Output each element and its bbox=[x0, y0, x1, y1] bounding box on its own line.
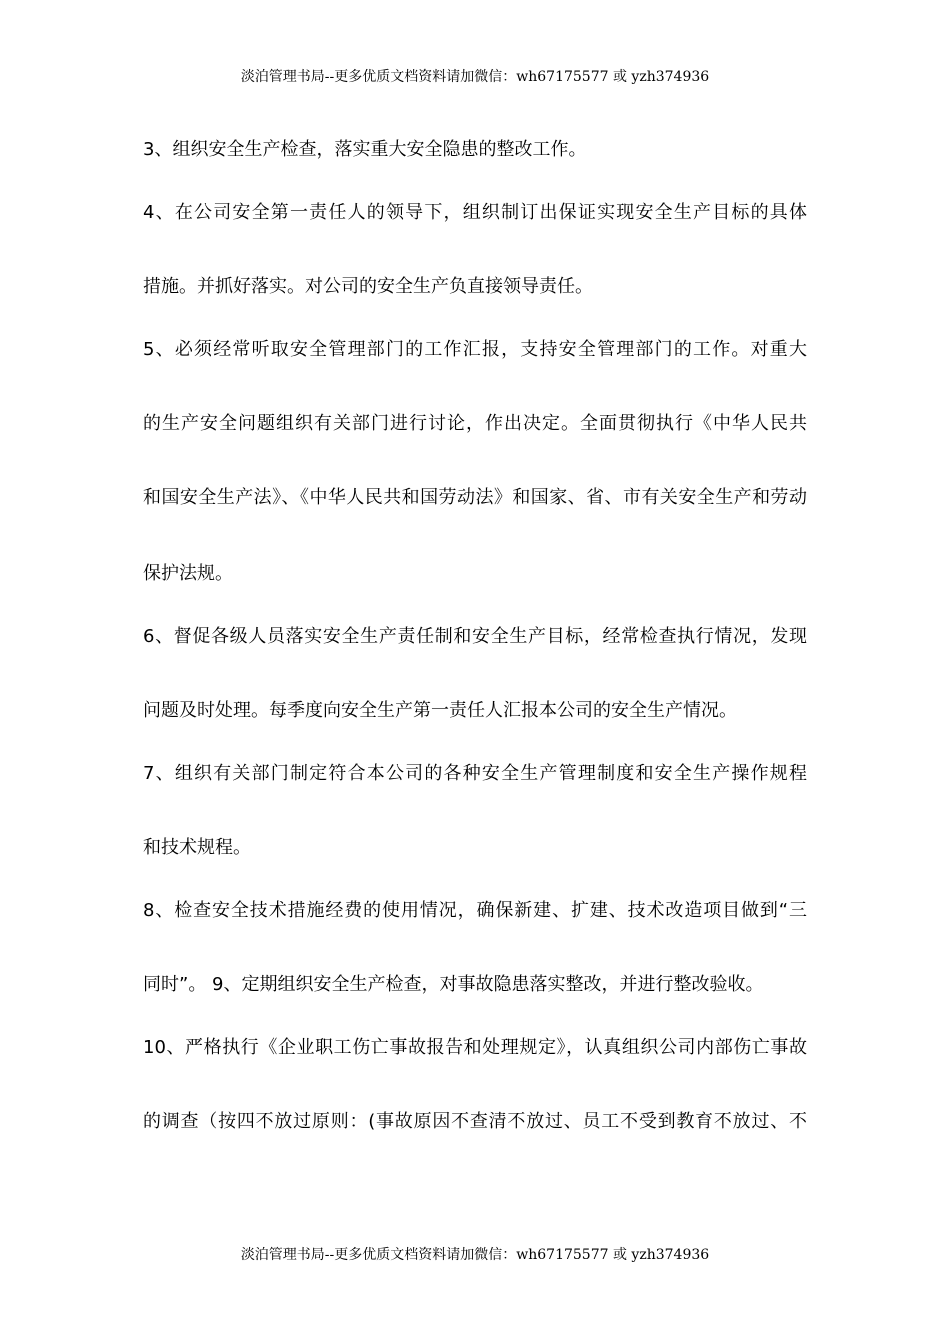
paragraph-line: 8、检查安全技术措施经费的使用情况，确保新建、扩建、技术改造项目做到“三 bbox=[143, 900, 807, 921]
paragraph-line: 保护法规。 bbox=[143, 563, 233, 584]
paragraph-line: 3、组织安全生产检查，落实重大安全隐患的整改工作。 bbox=[143, 139, 587, 160]
page-header: 淡泊管理书局--更多优质文档资料请加微信：wh67175577 或 yzh374936 bbox=[240, 69, 710, 85]
paragraph-line: 7、组织有关部门制定符合本公司的各种安全生产管理制度和安全生产操作规程 bbox=[143, 763, 807, 784]
paragraph-line: 4、在公司安全第一责任人的领导下，组织制订出保证实现安全生产目标的具体 bbox=[143, 202, 807, 223]
paragraph-line: 10、严格执行《企业职工伤亡事故报告和处理规定》，认真组织公司内部伤亡事故 bbox=[143, 1037, 807, 1058]
paragraph-line: 5、必须经常听取安全管理部门的工作汇报，支持安全管理部门的工作。对重大 bbox=[143, 339, 807, 360]
paragraph-line: 的调查（按四不放过原则：(事故原因不查清不放过、员工不受到教育不放过、不 bbox=[143, 1111, 807, 1132]
paragraph-line: 措施。并抓好落实。对公司的安全生产负直接领导责任。 bbox=[143, 276, 593, 297]
paragraph-line: 的生产安全问题组织有关部门进行讨论，作出决定。全面贯彻执行《中华人民共 bbox=[143, 413, 807, 434]
paragraph-line: 和技术规程。 bbox=[143, 837, 251, 858]
paragraph-line: 6、督促各级人员落实安全生产责任制和安全生产目标，经常检查执行情况，发现 bbox=[143, 626, 807, 647]
paragraph-line: 和国安全生产法》、《中华人民共和国劳动法》和国家、省、市有关安全生产和劳动 bbox=[143, 487, 807, 508]
paragraph-line: 同时”。 9、定期组织安全生产检查，对事故隐患落实整改，并进行整改验收。 bbox=[143, 974, 764, 995]
paragraph-line: 问题及时处理。每季度向安全生产第一责任人汇报本公司的安全生产情况。 bbox=[143, 700, 737, 721]
page-footer: 淡泊管理书局--更多优质文档资料请加微信：wh67175577 或 yzh374936 bbox=[240, 1247, 710, 1263]
